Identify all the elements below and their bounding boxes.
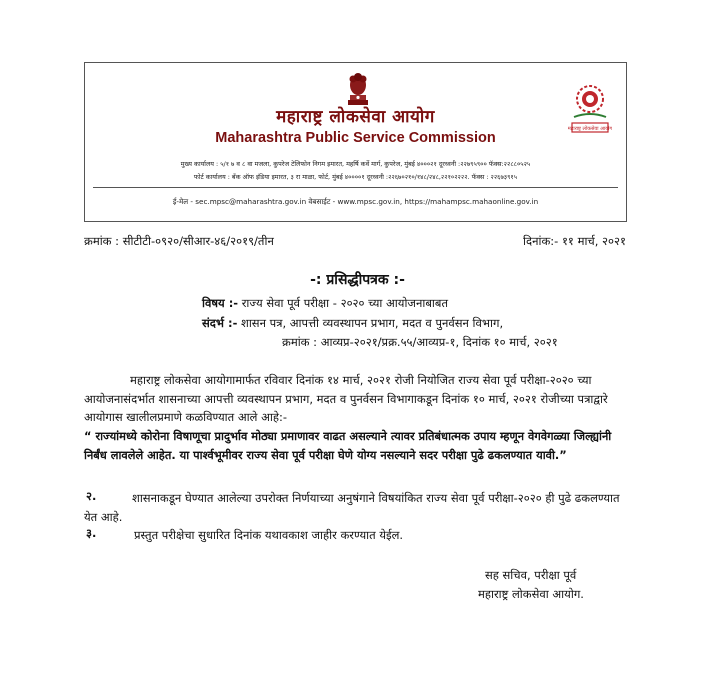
reference-text: शासन पत्र, आपत्ती व्यवस्थापन प्रभाग, मदत व पुनर्वसन विभाग, [237,316,504,330]
point-2-number: २. [86,489,97,503]
document-title: -: प्रसिद्धीपत्रक :- [310,272,405,288]
point-2-text: शासनाकडून घेण्यात आलेल्या उपरोक्त निर्णयाच्या अनुषंगाने विषयांकित राज्य सेवा पूर्व परीक्षा-२०२० ही पुढे ढकलण्यात येत आहे. [84,491,620,524]
logo-caption: महाराष्ट्र लोकसेवा आयोग [568,126,612,132]
subject-text: राज्य सेवा पूर्व परीक्षा - २०२० च्या आयोजनाबाबत [238,296,448,310]
fort-office-address: फोर्ट कार्यालय : बँक ऑफ इंडिया इमारत, ३ रा माळा, फोर्ट, मुंबई ४००००१ दूरध्वनी :२२६७०२१०/१४८/२४८,२२१०२२२२. फॅक्स : २२६७३९१५ [193,173,518,181]
point-3-number: ३. [86,526,97,540]
quoted-directive: “ राज्यांमध्ये कोरोना विषाणूचा प्रादुर्भाव मोठ्या प्रमाणावर वाढत असल्याने त्यावर प्रतिबंधात्मक उपाय म्हणून वेगवेगळ्या जिल्ह्यांनी निर्बंध लावलेले आहेत. या पार्श्वभूमीवर राज्य सेवा पूर्व परीक्षा घेणे योग्य नसल्याने सदर परीक्षा पुढे ढकलण्यात यावी.” [84,429,612,462]
subject-line [202,296,448,311]
org-name-english: Maharashtra Public Service Commission [215,130,496,146]
reference-number: क्रमांक : सीटीटी-०९२०/सीआर-४६/२०१९/तीन [84,234,274,248]
signatory-organization: महाराष्ट्र लोकसेवा आयोग. [478,587,584,601]
org-name-marathi: महाराष्ट्र लोकसेवा आयोग [276,107,435,127]
mpsc-logo-icon [568,77,612,135]
subject-label: विषय :- [202,296,239,310]
national-emblem-icon [345,71,371,107]
head-office-address: मुख्य कार्यालय : ५/१ ७ व ८ वा मजला, कुपरेज टेलिफोन निगम इमारत, महर्षि कर्वे मार्ग, कुपरेज, मुंबई ४०००२१ दूरध्वनी :२२७९५९०० फॅक्स:२२८८०५२५ [180,160,531,168]
issue-date: दिनांक:- ११ मार्च, २०२१ [523,234,626,248]
reference-line [202,316,503,331]
header-divider [93,187,618,188]
point-3-text: प्रस्तुत परीक्षेचा सुधारित दिनांक यथावकाश जाहीर करण्यात येईल. [134,528,404,542]
paragraph-1: महाराष्ट्र लोकसेवा आयोगामार्फत रविवार दिनांक १४ मार्च, २०२१ रोजी नियोजित राज्य सेवा पूर्व परीक्षा-२०२० च्या आयोजनासंदर्भात शासनाच्या आपत्ती व्यवस्थापन प्रभाग, मदत व पुनर्वसन विभागाकडून दिनांक १० मार्च, २०२१ रोजीच्या पत्राद्वारे आयोगास खालीलप्रमाणे कळविण्यात आले आहे:- [84,373,608,424]
letterhead [84,62,627,222]
reference-label: संदर्भ :- [202,316,238,330]
signatory-designation: सह सचिव, परीक्षा पूर्व [485,568,577,582]
reference-line-2: क्रमांक : आव्यप्र-२०२१/प्रक्र.५५/आव्यप्र-१, दिनांक १० मार्च, २०२१ [282,335,558,349]
contact-info: ई-मेल - sec.mpsc@maharashtra.gov.in वेबसाईट - www.mpsc.gov.in, https://mahampsc.mahaonline.gov.in [172,197,539,206]
